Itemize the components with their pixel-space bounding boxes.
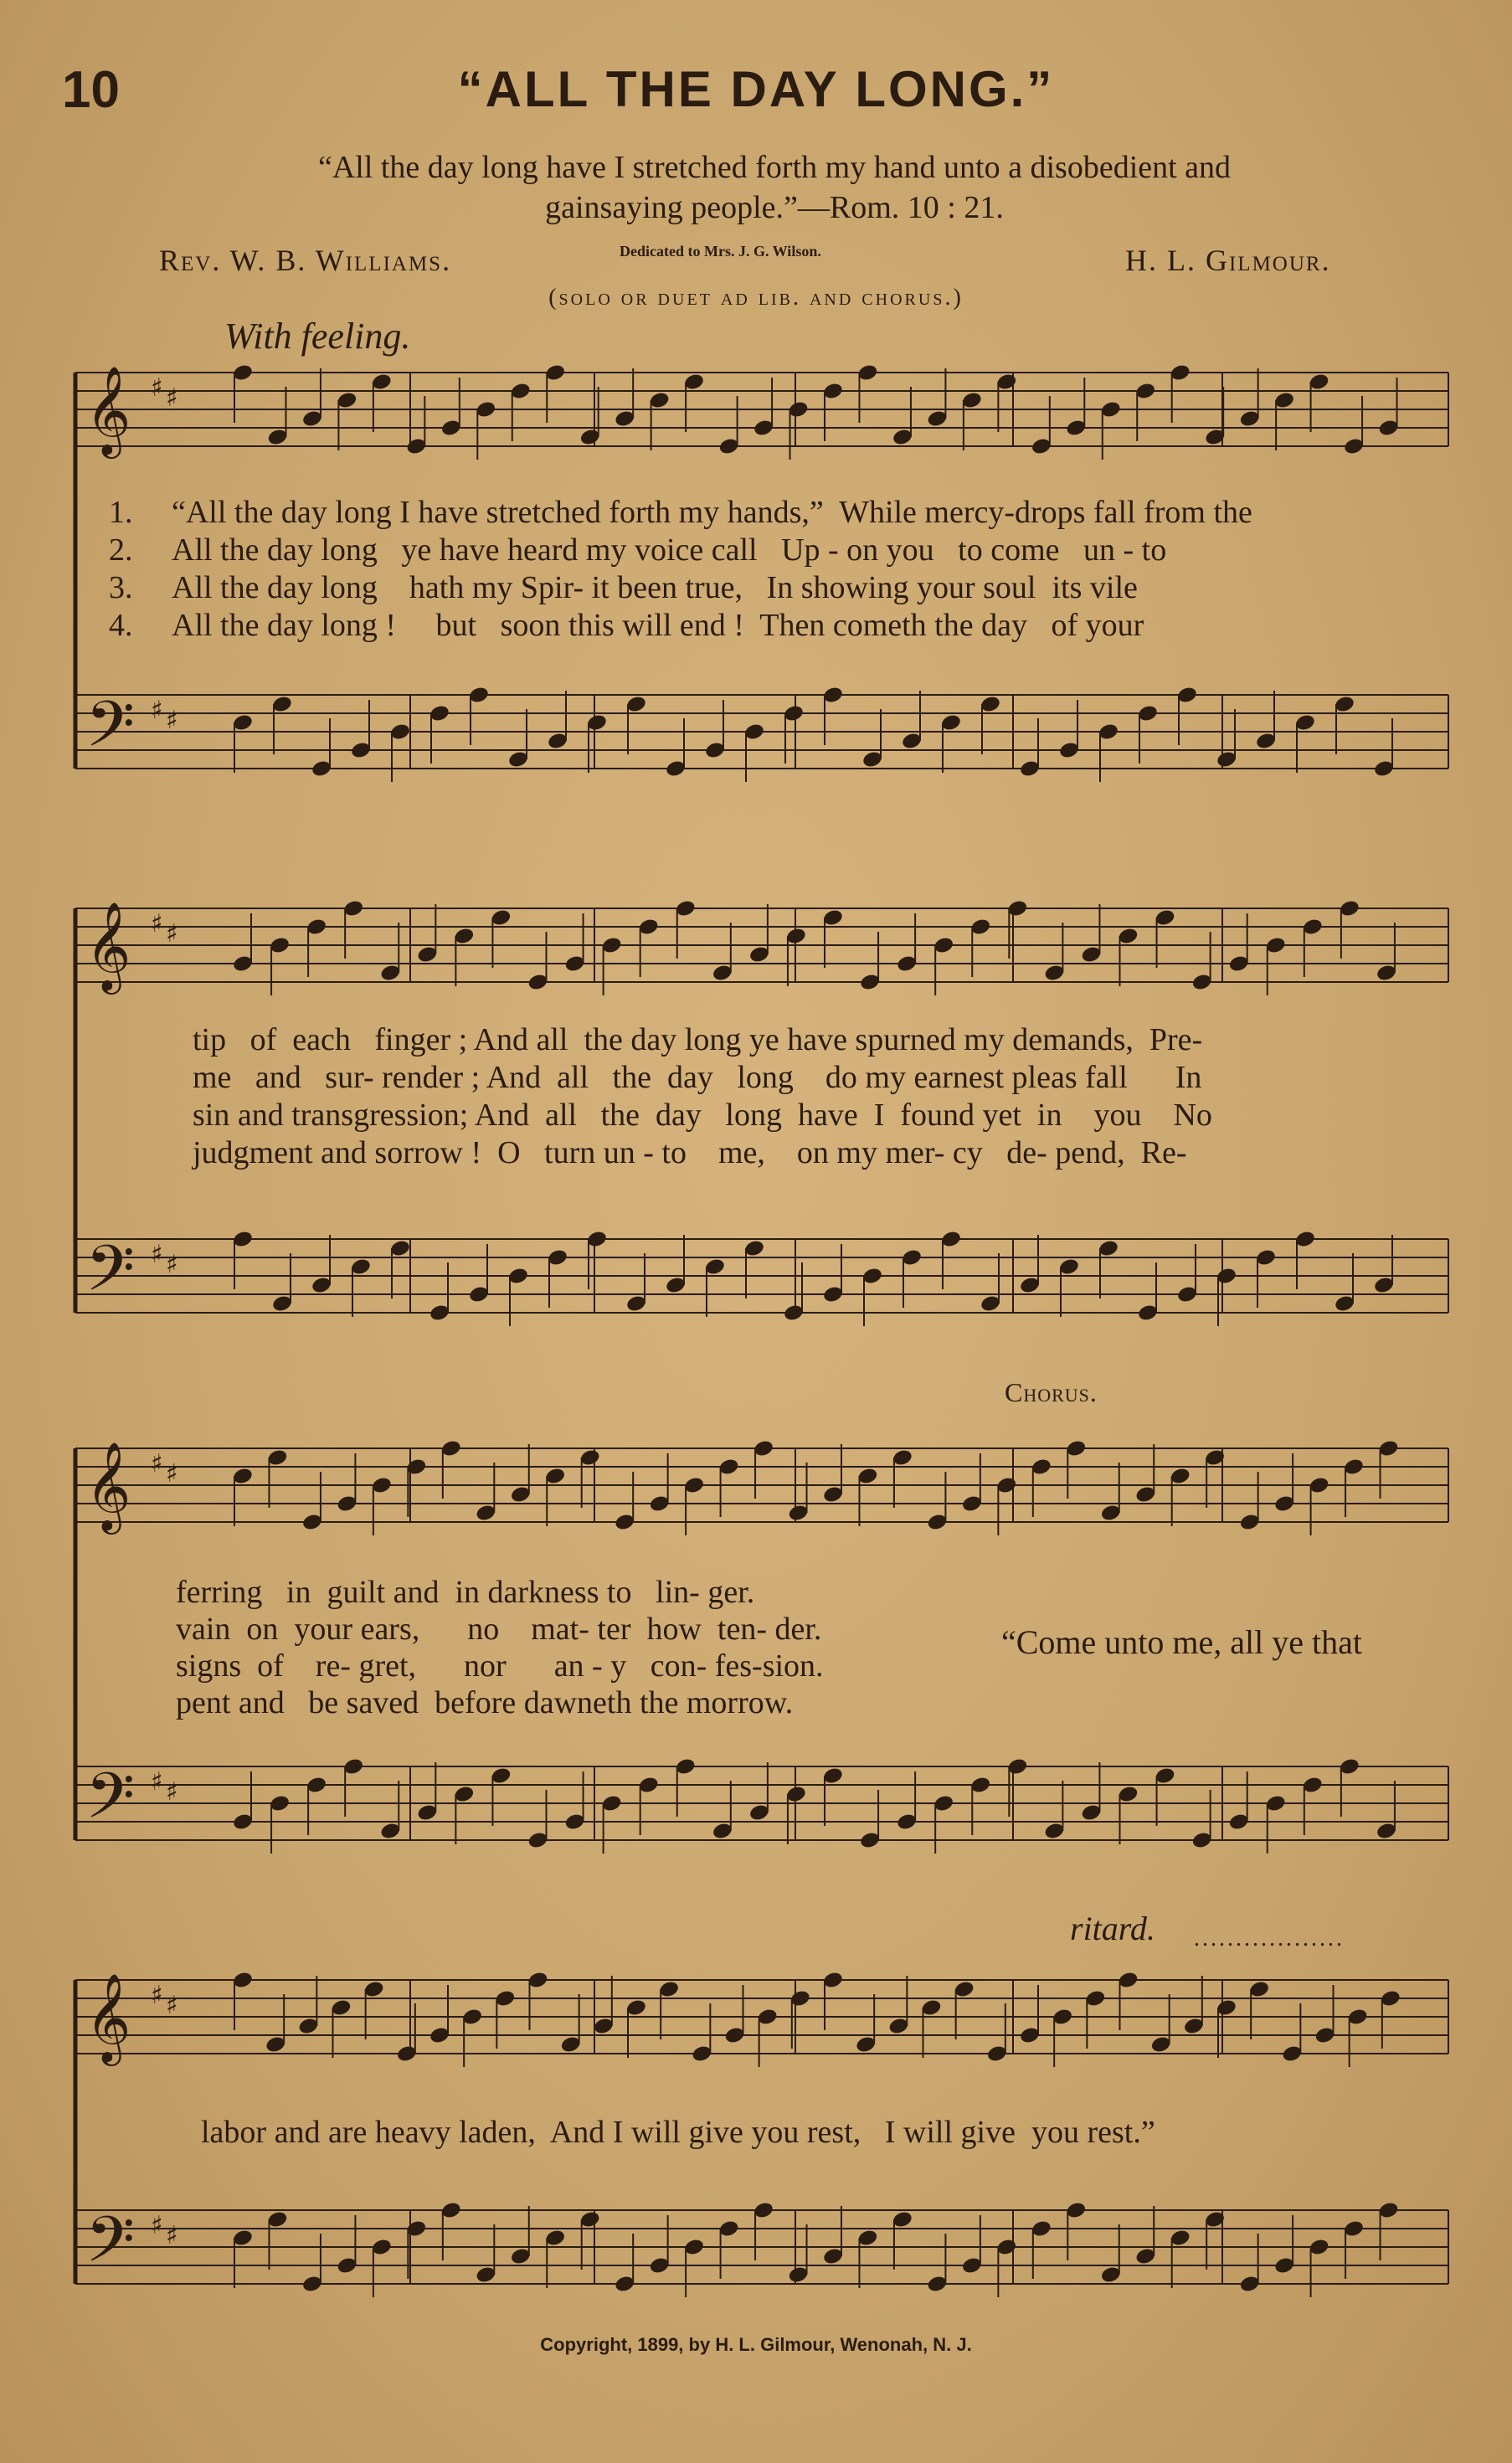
verse-lines-3 [176,1574,824,1721]
sharp-icon: ♯ [166,2221,178,2250]
verse-line: 1. “All the day long I have stretched forth my hands,” While mercy-drops fall from the [109,495,1252,530]
epigraph [167,147,1381,228]
tempo-marking: With feeling. [224,316,411,357]
lyricist: Rev. W. B. Williams. [159,244,452,277]
sharp-icon: ♯ [166,1777,178,1807]
treble-clef-icon: 𝄞 [85,365,131,455]
verse-line: ferring in guilt and in darkness to lin- ger. [176,1575,755,1610]
copyright: Copyright, 1899, by H. L. Gilmour, Wenonah, N. J. [540,2334,972,2355]
epigraph-line-1: “All the day long have I stretched forth my hand unto a disobedient and [317,150,1232,185]
chorus-lyric-line-2: labor and are heavy laden, And I will give you rest, I will give you rest.” [201,2115,1155,2150]
verse-line: pent and be saved before dawneth the morrow. [176,1685,794,1720]
verse-line: sin and transgression; And all the day long have I found yet in you No [193,1098,1212,1133]
sharp-icon: ♯ [166,919,178,949]
treble-clef-icon: 𝄞 [85,901,131,990]
sharp-icon: ♯ [151,373,163,403]
verse-line: 3. All the day long hath my Spir- it been true, In showing your soul its vile [109,570,1138,605]
treble-clef-icon: 𝄞 [85,1972,131,2062]
sharp-icon: ♯ [166,706,178,735]
sharp-icon: ♯ [151,1240,163,1269]
verse-line: signs of re- gret, nor an - y con- fes-sion. [176,1648,824,1684]
sharp-icon: ♯ [166,383,178,413]
verse-line: judgment and sorrow ! O turn un - to me, on my mer- cy de- pend, Re- [193,1135,1187,1170]
bass-clef-icon: 𝄢 [85,687,136,777]
verse-line: vain on your ears, no mat- ter how ten- der. [176,1612,822,1647]
sharp-icon: ♯ [151,1767,163,1797]
epigraph-line-2: gainsaying people.”—Rom. 10 : 21. [545,190,1004,225]
sharp-icon: ♯ [151,1981,163,2010]
sharp-icon: ♯ [166,1250,178,1279]
music-system-2 [67,887,1457,1356]
sharp-icon: ♯ [166,1991,178,2020]
sharp-icon: ♯ [151,696,163,725]
verse-line: 4. All the day long ! but soon this will end ! Then cometh the day of your [109,608,1144,643]
music-system-4 [67,1959,1457,2327]
verse-lines-2 [193,1021,1212,1172]
ritard-marking: ritard. [1070,1910,1155,1947]
verse-lines-4 [201,2114,1155,2152]
verse-line: me and sur- render ; And all the day long do my earnest pleas fall In [193,1060,1202,1095]
verse-line: tip of each finger ; And all the day long ye have spurned my demands, Pre- [193,1022,1203,1057]
verse-lines-1 [109,494,1252,645]
verse-line: 2. All the day long ye have heard my voice call Up - on you to come un - to [109,532,1167,568]
chorus-lyric-line-1: “Come unto me, all ye that [1001,1623,1362,1661]
ritard-dots: .................. [1194,1926,1345,1951]
treble-clef-icon: 𝄞 [85,1441,131,1530]
sharp-icon: ♯ [151,1449,163,1478]
bass-clef-icon: 𝄢 [85,1232,136,1321]
sharp-icon: ♯ [151,909,163,938]
composer: H. L. Gilmour. [1125,244,1331,277]
page-number: 10 [62,61,120,119]
bass-clef-icon: 𝄢 [85,1759,136,1849]
bass-clef-icon: 𝄢 [85,2203,136,2292]
hymn-title: “ALL THE DAY LONG.” [457,61,1055,117]
dedication: Dedicated to Mrs. J. G. Wilson. [620,243,821,260]
sharp-icon: ♯ [166,1459,178,1489]
chorus-label: Chorus. [1005,1377,1098,1407]
sharp-icon: ♯ [151,2211,163,2240]
music-system-1 [67,360,1457,795]
performance-note: (solo or duet ad lib. and chorus.) [548,285,964,311]
